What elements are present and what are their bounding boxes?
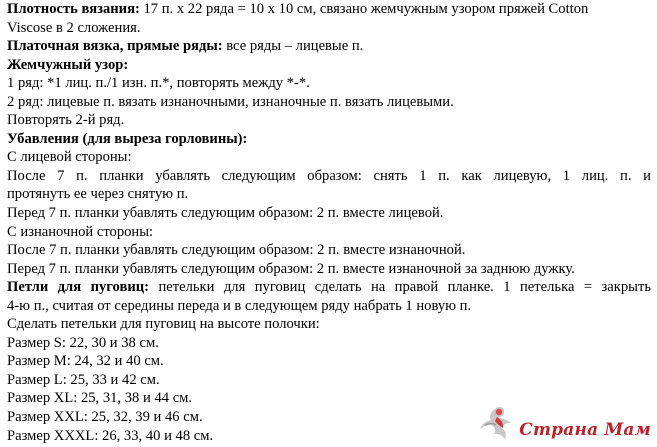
strana-mam-logo-icon bbox=[477, 403, 521, 443]
site-watermark bbox=[477, 403, 651, 443]
line-decrease-after-rs: После 7 п. планки убавлять следующим образом: снять 1 п. как лицевую, 1 лиц. п. и bbox=[7, 167, 651, 184]
line-buttonholes-cont: 4-ю п., считая от середины переда и в следующем ряду набрать 1 новую п. bbox=[7, 297, 472, 314]
line-density: Плотность вязания: 17 п. х 22 ряда = 10 х 10 см, связано жемчужным узором пряжей Cotton bbox=[7, 1, 589, 17]
line-size-xl: Размер XL: 25, 31, 38 и 44 см. bbox=[7, 390, 193, 407]
line-decrease-after-ws: После 7 п. планки убавлять следующим образом: 2 п. вместе изнаночной. bbox=[7, 242, 466, 259]
line-decrease-before-rs: Перед 7 п. планки убавлять следующим образом: 2 п. вместе лицевой. bbox=[7, 205, 444, 222]
line-decrease-before-ws: Перед 7 п. планки убавлять следующим образом: 2 п. вместе изнаночной за заднюю дужку. bbox=[7, 260, 575, 277]
line-size-l: Размер L: 25, 33 и 42 см. bbox=[7, 371, 160, 388]
line-density-cont: Viscose в 2 сложения. bbox=[7, 19, 141, 36]
line-repeat: Повторять 2-й ряд. bbox=[7, 112, 125, 129]
heading-decreases: Убавления (для выреза горловины): bbox=[7, 130, 248, 147]
knitting-instructions bbox=[7, 0, 651, 445]
line-garter-stitch: Платочная вязка, прямые ряды: все ряды – лицевые п. bbox=[7, 38, 364, 55]
line-buttonholes: Петли для пуговиц: петельки для пуговиц сделать на правой планке. 1 петелька = закрыть bbox=[7, 279, 651, 296]
watermark-text: Страна Мам bbox=[519, 420, 651, 440]
line-size-s: Размер S: 22, 30 и 38 см. bbox=[7, 334, 159, 351]
line-right-side: С лицевой стороны: bbox=[7, 149, 132, 166]
line-decrease-after-rs-cont: протянуть ее через снятую п. bbox=[7, 186, 189, 203]
line-row-1: 1 ряд: *1 лиц. п./1 изн. п.*, повторять между *-*. bbox=[7, 75, 310, 92]
line-buttonholes-heights: Сделать петельки для пуговиц на высоте полочки: bbox=[7, 316, 320, 333]
line-size-m: Размер M: 24, 32 и 40 см. bbox=[7, 353, 164, 370]
heading-seed-stitch: Жемчужный узор: bbox=[7, 56, 129, 73]
line-row-2: 2 ряд: лицевые п. вязать изнаночными, изнаночные п. вязать лицевыми. bbox=[7, 93, 454, 110]
line-wrong-side: С изнаночной стороны: bbox=[7, 223, 154, 240]
line-size-xxxl: Размер XXXL: 26, 33, 40 и 48 см. bbox=[7, 427, 214, 444]
line-size-xxl: Размер XXL: 25, 32, 39 и 46 см. bbox=[7, 409, 203, 426]
